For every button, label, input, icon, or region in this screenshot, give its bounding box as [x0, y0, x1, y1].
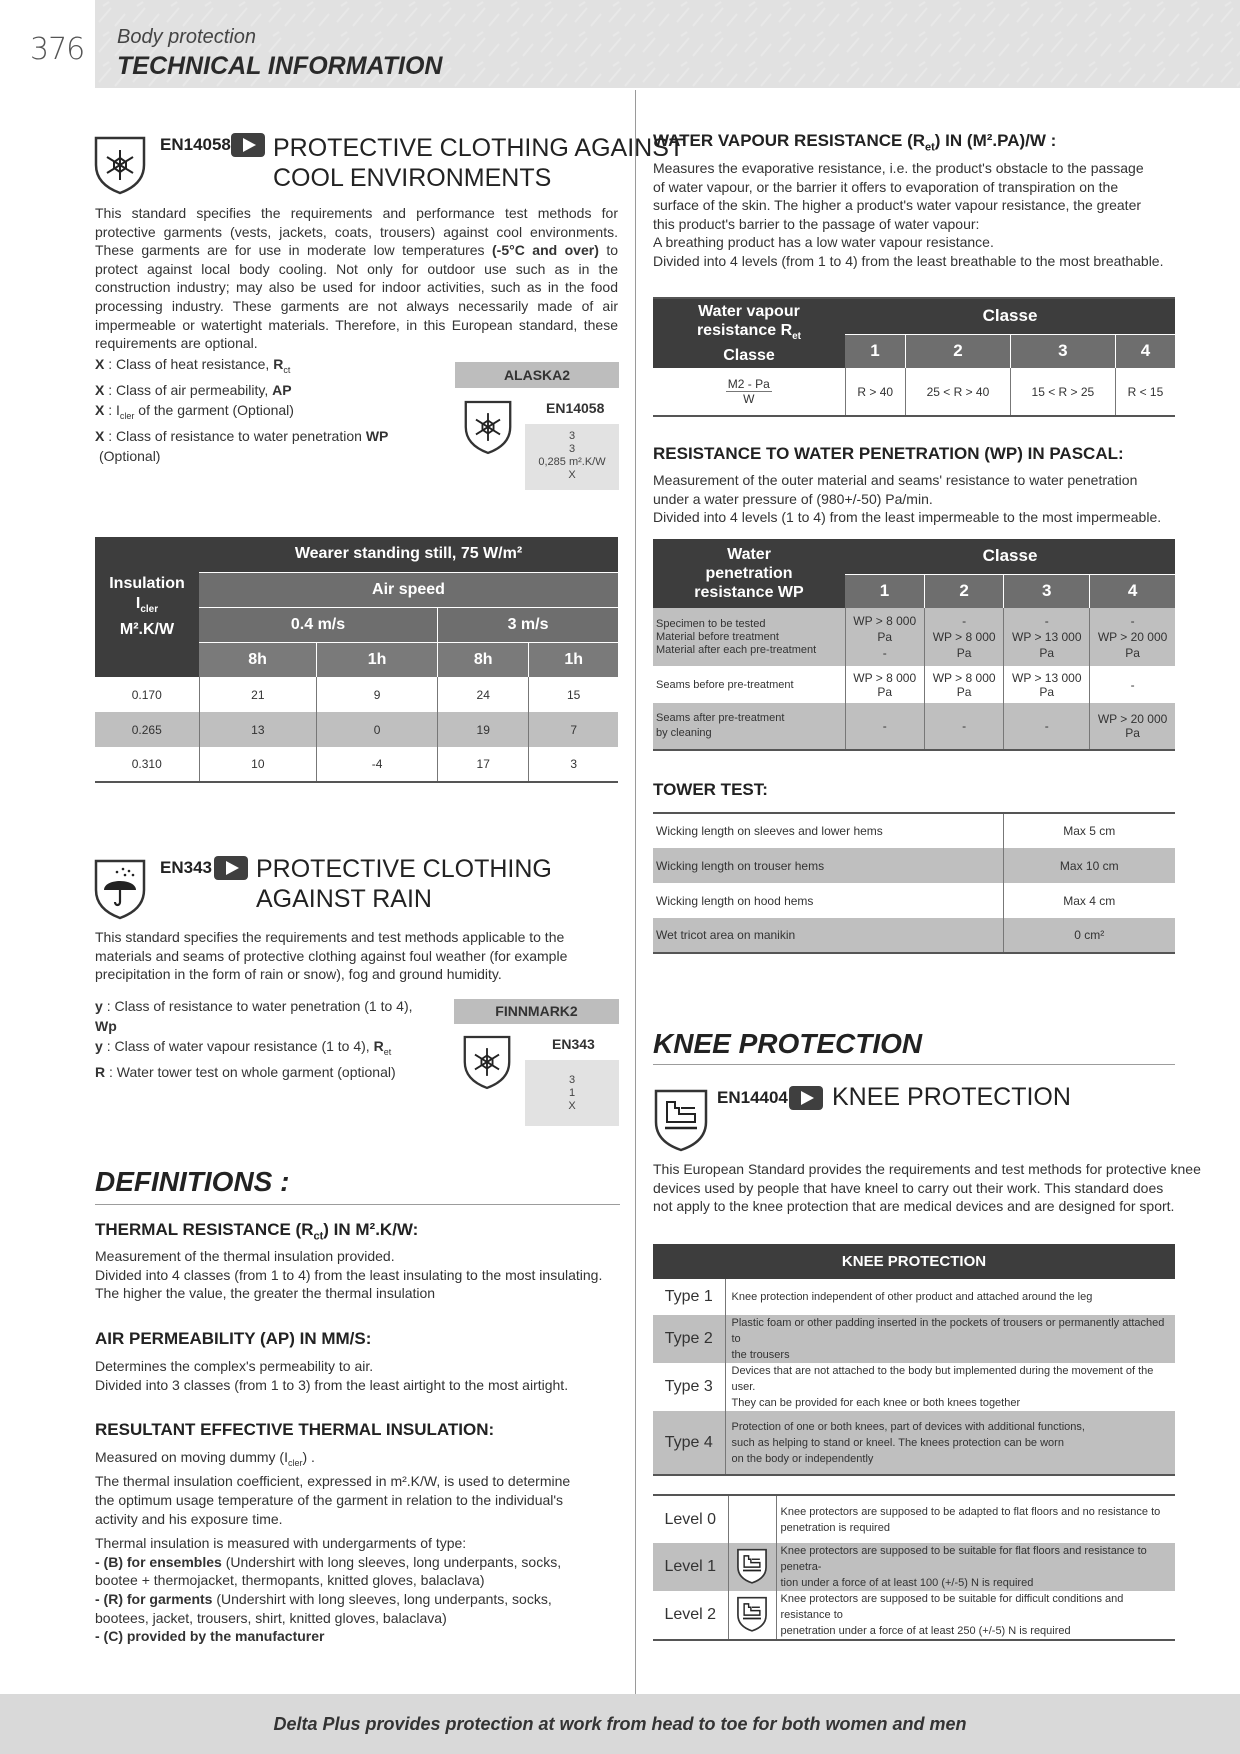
title-line: PROTECTIVE CLOTHING AGAINST — [273, 134, 685, 162]
table-row: Type 2 Plastic foam or other padding inserted in the pockets of trousers or permanently attached to the trousers — [653, 1315, 1175, 1363]
table-row: Type 4 Protection of one or both knees, part of devices with additional functions, such as helping to stand or kneel. The knees protection can be worn on the body or independently — [653, 1411, 1175, 1475]
value: 3 — [568, 430, 576, 442]
header-cell: 3 — [1010, 334, 1115, 368]
wv-row-header: Water vapour resistance $R_{et}$ Classe — [653, 298, 845, 368]
page-header — [0, 0, 1240, 88]
legend-line: y : Class of resistance to water penetration (1 to 4), Wp — [95, 998, 413, 1034]
section-label: Body protection — [117, 26, 256, 48]
header-cell: 1h — [317, 642, 438, 677]
snowflake-shield-icon — [463, 398, 513, 456]
value: X — [568, 469, 576, 481]
knee-title: KNEE PROTECTION — [832, 1083, 1071, 1111]
header-cell: 1 — [845, 334, 905, 368]
arrow-icon — [214, 856, 248, 880]
header-cell: 3 — [1004, 574, 1090, 608]
insulation-header: Insulation $I_{cler}$ M².K/W — [95, 537, 199, 677]
table-row: Wicking length on sleeves and lower hems Max 5 cm — [653, 813, 1175, 848]
table-row: Wicking length on trouser hems Max 10 cm — [653, 848, 1175, 883]
snowflake-shield-icon — [93, 135, 147, 195]
header-cell: 4 — [1115, 334, 1175, 368]
header-cell: 1 — [845, 574, 924, 608]
table-row: 0.310 10 -4 17 3 — [95, 747, 618, 782]
example-standard: EN14058 — [546, 400, 605, 416]
header-cell: Wearer standing still, 75 W/m² — [199, 537, 618, 572]
table-row: Seams after pre-treatment by cleaning - - - WP > 20 000 Pa — [653, 703, 1175, 750]
table-row: Level 0 Knee protectors are supposed to be adapted to flat floors and no resistance to penetration is required — [653, 1495, 1175, 1543]
standard-code-en14404: EN14404 — [717, 1088, 788, 1107]
title-line: AGAINST RAIN — [256, 885, 432, 913]
legend-line: X : $I_{cler}$ of the garment (Optional) — [95, 401, 294, 421]
legend-line: X : Class of resistance to water penetration WP — [95, 427, 389, 444]
legend-line: (Optional) — [99, 447, 161, 464]
legend-line: y : Class of water vapour resistance (1 to 4), $R_{et}$ — [95, 1038, 392, 1057]
definitions-title: DEFINITIONS : — [95, 1166, 290, 1197]
divider — [95, 1204, 620, 1205]
standard-code-en343: EN343 — [160, 858, 212, 877]
knee-levels-table — [653, 1494, 1175, 1641]
water-penetration-heading: RESISTANCE TO WATER PENETRATION (WP) IN PASCAL: — [653, 444, 1124, 463]
table-row: Type 3 Devices that are not attached to the body but implemented during the movement of the user. They can be provided for each knee or both knees together — [653, 1363, 1175, 1411]
resultant-heading: RESULTANT EFFECTIVE THERMAL INSULATION: — [95, 1420, 495, 1439]
thermal-text: Measurement of the thermal insulation provided. Divided into 4 classes (from 1 to 4) from the least insulating to the most insulating. The higher the value, the greater the thermal insulation — [95, 1248, 603, 1302]
arrow-icon — [231, 133, 265, 157]
knee-shield-icon — [653, 1088, 709, 1152]
legend-line: X : Class of air permeability, AP — [95, 381, 292, 398]
en343-description: This standard specifies the requirements and test methods applicable to the materials and seams of protective clothing against foul weather (for example precipitation in the form of rain or snow), fog and ground humidity. — [95, 929, 568, 983]
en14058-description — [95, 204, 618, 353]
example-values — [525, 424, 619, 490]
knee-shield-icon — [736, 1548, 768, 1584]
divider — [653, 1064, 1175, 1065]
text-bold: (-5°C and over) — [492, 242, 599, 259]
header-cell: 3 m/s — [438, 607, 618, 642]
footer-text: Delta Plus provides protection at work from head to toe for both women and men — [273, 1714, 967, 1734]
header-cell: 0.4 m/s — [199, 607, 438, 642]
example-product-finnmark2: FINNMARK2 — [454, 999, 619, 1024]
legend-line: X : Class of heat resistance, $R_{ct}$ — [95, 356, 291, 375]
knee-text: This European Standard provides the requirements and test methods for protective knee devices used by people that have kneel to carry out their work. This standard does not apply to the knee protection that are medical devices and are designed for sport. — [653, 1161, 1201, 1215]
table-row: Type 1 Knee protection independent of other product and attached around the leg — [653, 1279, 1175, 1315]
table-row: Level 1 Knee protectors are supposed to be suitable for flat floors and resistance to penetra- tion under a force of at least 100 (+/-5) N is required — [653, 1543, 1175, 1591]
wp-row-header: Water penetration resistance WP — [653, 539, 845, 608]
water-vapour-heading: WATER VAPOUR RESISTANCE $(R_{et})$ IN (M².PA)/W : — [653, 131, 1057, 154]
header-cell: Classe — [845, 539, 1175, 574]
header-cell: 8h — [438, 642, 529, 677]
air-heading: AIR PERMEABILITY (AP) IN MM/S: — [95, 1329, 372, 1348]
value: 0,285 m².K/W — [538, 456, 606, 468]
page-title: TECHNICAL INFORMATION — [117, 52, 443, 80]
header-cell: 2 — [905, 334, 1010, 368]
title-line: COOL ENVIRONMENTS — [273, 164, 552, 192]
en343-legend — [95, 996, 425, 1082]
en14058-title — [273, 133, 684, 193]
en14058-legend — [95, 354, 425, 466]
empty-icon-cell — [728, 1495, 776, 1543]
page-number: 376 — [30, 32, 85, 67]
header-cell: 1h — [529, 642, 618, 677]
header-cell: 4 — [1090, 574, 1175, 608]
header-cell: Classe — [845, 298, 1175, 334]
tower-test-table — [653, 812, 1175, 954]
header-cell: KNEE PROTECTION — [653, 1244, 1175, 1279]
table-row: 0.170 21 9 24 15 — [95, 677, 618, 712]
table-row: 0.265 13 0 19 7 — [95, 712, 618, 747]
page-footer — [0, 1694, 1240, 1754]
text: This standard specifies the requirements and performance test methods for protective garments (vests, jackets, coats, trousers) against cool environments. These garments are for use in moderate low temperatures — [95, 205, 618, 259]
value: 1 — [568, 1087, 576, 1099]
table-row: Seams before pre-treatment WP > 8 000 Pa WP > 8 000 Pa WP > 13 000 Pa - — [653, 666, 1175, 703]
header-cell: 8h — [199, 642, 317, 677]
water-penetration-text: Measurement of the outer material and seams' resistance to water penetration under a water pressure of (980+/-50) Pa/min. Divided into 4 levels (1 to 4) from the least impermeable to the most impermeable. — [653, 472, 1162, 526]
air-text: Determines the complex's permeability to air. Divided into 3 classes (from 1 to 3) from the least airtight to the most airtight. — [95, 1358, 569, 1393]
snowflake-shield-icon — [462, 1033, 512, 1091]
table-row: Wicking length on hood hems Max 4 cm — [653, 883, 1175, 918]
table-row: Specimen to be tested Material before treatment Material after each pre-treatment WP > 8 000 Pa - - WP > 8 000 Pa - WP > 13 000 Pa - WP > 20 000 Pa — [653, 608, 1175, 666]
table-row: Level 2 Knee protectors are supposed to be suitable for difficult conditions and resistance to penetration under a force of at least 250 (+/-5) N is required — [653, 1591, 1175, 1640]
resultant-text: Measured on moving dummy $(I_{cler})$ . The thermal insulation coefficient, expressed in m².K/W, is used to determine the optimum usage temperature of the garment in relation to the individual's activity and his exposure time. Thermal insulation is measured with undergarments of type: - (B) for ensembles (Undershirt with long sleeves, long underpants, socks, bootee + thermojacket, thermopants, knitted gloves, balaclava) - (R) for garments (Undershirt with long sleeves, long underpants, socks, bootees, jacket, trousers, shirt, knitted gloves, balaclava) - (C) provided by the manufacturer — [95, 1449, 571, 1645]
value: X — [568, 1100, 576, 1112]
knee-section-title: KNEE PROTECTION — [653, 1028, 923, 1059]
tower-test-heading: TOWER TEST: — [653, 780, 768, 799]
knee-shield-icon — [736, 1596, 768, 1632]
arrow-icon — [789, 1086, 823, 1110]
value: 3 — [568, 1074, 576, 1086]
column-divider — [635, 90, 636, 1695]
thermal-heading: THERMAL RESISTANCE $(R_{ct})$ IN M².K/W: — [95, 1220, 419, 1243]
header-cell: 2 — [924, 574, 1003, 608]
standard-code-en14058: EN14058 — [160, 135, 231, 154]
en343-title — [256, 854, 552, 914]
text: to protect against local body cooling. Not only for outdoor use such as in the construction industry; may also be used for indoor activities, such as in the food processing industry. These garments are not always necessarily made of air impermeable or watertight materials. Therefore, in this European standard, these requirements are optional. — [95, 242, 619, 352]
header-cell: Air speed — [199, 572, 618, 607]
umbrella-shield-icon — [93, 858, 147, 920]
water-penetration-table — [653, 539, 1175, 751]
water-vapour-table — [653, 297, 1175, 417]
example-values — [525, 1060, 619, 1126]
title-line: PROTECTIVE CLOTHING — [256, 855, 552, 883]
example-standard: EN343 — [552, 1036, 595, 1052]
table-row: Wet tricot area on manikin 0 cm² — [653, 918, 1175, 953]
insulation-table — [95, 537, 618, 783]
legend-line: R : Water tower test on whole garment (optional) — [95, 1063, 396, 1080]
water-vapour-text: Measures the evaporative resistance, i.e. the product's obstacle to the passage of water vapour, or the barrier it offers to evaporation of transpiration on the surface of the skin. The higher a product's water vapour resistance, the greater this product's barrier to the passage of water vapour: A breathing product has a low water vapour resistance. Divided into 4 levels (from 1 to 4) from the least breathable to the most breathable. — [653, 160, 1164, 269]
knee-types-table — [653, 1244, 1175, 1476]
value: 3 — [568, 443, 576, 455]
example-product-alaska2: ALASKA2 — [455, 362, 619, 388]
table-row: M2 - Pa W R > 40 25 < R > 40 15 < R > 25 R < 15 — [653, 368, 1175, 416]
